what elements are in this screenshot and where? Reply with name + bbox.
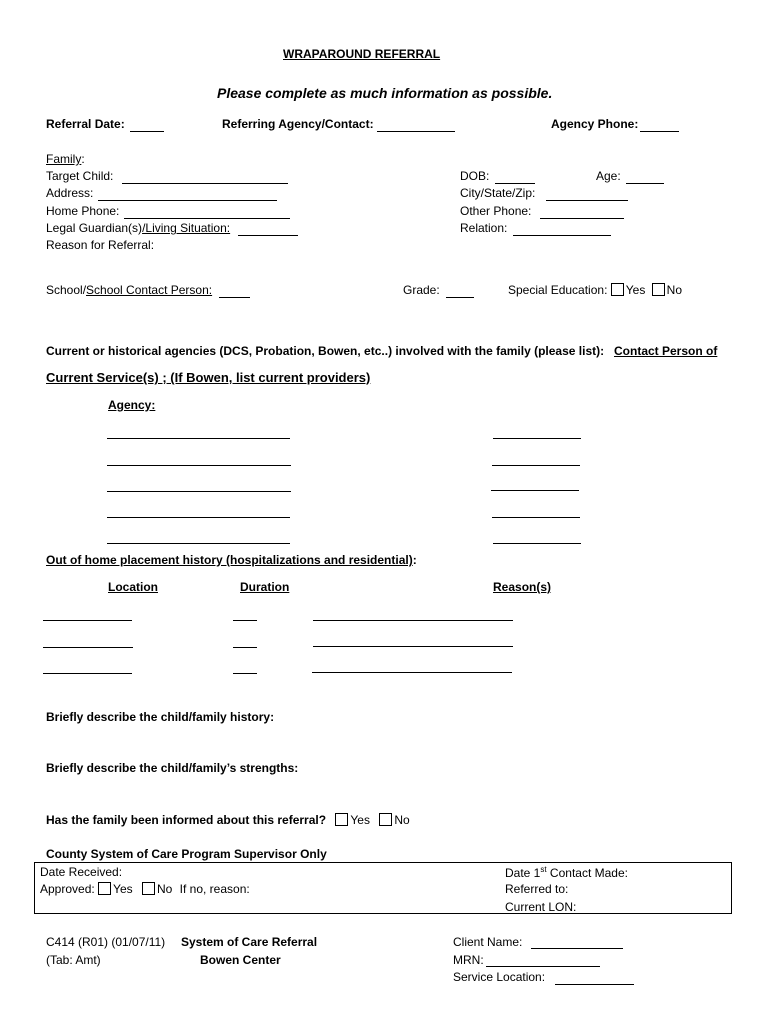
duration-column-label: Duration — [240, 580, 290, 594]
referred-to-label: Referred to: — [505, 882, 569, 896]
informed-no-label: No — [394, 813, 410, 827]
location-line-1[interactable] — [43, 620, 132, 621]
first-contact-label: Date 1st Contact Made: — [505, 865, 628, 880]
age-field[interactable] — [626, 183, 664, 184]
service-location-field[interactable] — [555, 984, 634, 985]
agency-phone-field[interactable] — [640, 131, 679, 132]
special-ed-group — [508, 283, 682, 297]
reasons-column-label: Reason(s) — [493, 580, 552, 594]
home-phone-label: Home Phone: — [46, 204, 120, 218]
dob-field[interactable] — [495, 183, 535, 184]
mrn-label: MRN: — [453, 953, 484, 967]
form-title: WRAPAROUND REFERRAL — [283, 47, 441, 61]
school-contact-label: School/School Contact Person: — [46, 283, 213, 297]
approved-label: Approved: — [40, 882, 95, 896]
legal-guardian-label: Legal Guardian(s)/Living Situation: — [46, 221, 231, 235]
agency-column-label: Agency: — [108, 398, 156, 412]
duration-line-3[interactable] — [233, 673, 257, 674]
client-name-field[interactable] — [531, 948, 623, 949]
agency-line-1[interactable] — [107, 438, 290, 439]
agency-line-4[interactable] — [107, 517, 290, 518]
informed-group — [46, 813, 410, 827]
relation-field[interactable] — [513, 235, 611, 236]
other-phone-field[interactable] — [540, 218, 624, 219]
special-ed-yes-checkbox[interactable] — [611, 283, 624, 296]
reasons-line-1[interactable] — [313, 620, 513, 621]
strengths-prompt: Briefly describe the child/family’s strengths: — [46, 761, 299, 775]
date-received-label: Date Received: — [40, 865, 123, 879]
approved-group — [40, 882, 250, 896]
informed-yes-checkbox[interactable] — [335, 813, 348, 826]
target-child-field[interactable] — [122, 183, 288, 184]
location-column-label: Location — [108, 580, 158, 594]
contact-line-3[interactable] — [491, 490, 579, 491]
agency-line-2[interactable] — [107, 465, 291, 466]
org-name: Bowen Center — [200, 953, 281, 967]
reason-label: Reason for Referral: — [46, 238, 155, 252]
mrn-field[interactable] — [486, 966, 600, 967]
location-line-3[interactable] — [43, 673, 132, 674]
contact-line-2[interactable] — [492, 465, 580, 466]
referring-agency-label: Referring Agency/Contact: — [222, 117, 374, 131]
referral-date-label: Referral Date: — [46, 117, 125, 131]
city-state-zip-field[interactable] — [546, 200, 628, 201]
age-label: Age: — [596, 169, 621, 183]
city-state-zip-label: City/State/Zip: — [460, 186, 536, 200]
special-ed-yes-label: Yes — [625, 283, 646, 297]
approved-no-checkbox[interactable] — [142, 882, 155, 895]
contact-line-1[interactable] — [493, 438, 581, 439]
client-name-label: Client Name: — [453, 935, 523, 949]
agency-line-5[interactable] — [107, 543, 290, 544]
contact-line-5[interactable] — [493, 543, 581, 544]
informed-no-checkbox[interactable] — [379, 813, 392, 826]
relation-label: Relation: — [460, 221, 508, 235]
home-phone-field[interactable] — [124, 218, 290, 219]
family-heading: Family: — [46, 152, 85, 166]
location-line-2[interactable] — [43, 647, 133, 648]
reasons-line-2[interactable] — [313, 646, 513, 647]
referring-agency-field[interactable] — [377, 131, 455, 132]
contact-line-4[interactable] — [492, 517, 580, 518]
current-lon-label: Current LON: — [505, 900, 577, 914]
agency-line-3[interactable] — [107, 491, 291, 492]
approved-no-label: No — [156, 882, 173, 896]
dob-label: DOB: — [460, 169, 490, 183]
address-field[interactable] — [98, 200, 277, 201]
target-child-label: Target Child: — [46, 169, 114, 183]
informed-yes-label: Yes — [350, 813, 370, 827]
duration-line-2[interactable] — [233, 647, 257, 648]
supervisor-heading: County System of Care Program Supervisor Only — [46, 847, 327, 861]
agency-phone-label: Agency Phone: — [551, 117, 639, 131]
informed-question: Has the family been informed about this referral? — [46, 813, 327, 827]
form-code: C414 (R01) (01/07/11) — [46, 935, 166, 949]
if-no-reason-label: If no, reason: — [179, 882, 250, 896]
address-label: Address: — [46, 186, 94, 200]
contact-person-heading: Contact Person of — [614, 344, 718, 358]
current-services-heading: Current Service(s) ; (If Bowen, list current providers) — [46, 370, 371, 385]
tab-code: (Tab: Amt) — [46, 953, 101, 967]
approved-yes-checkbox[interactable] — [98, 882, 111, 895]
reasons-line-3[interactable] — [312, 672, 512, 673]
placement-heading: Out of home placement history (hospitalizations and residential): — [46, 553, 417, 567]
referral-date-field[interactable] — [130, 131, 164, 132]
form-subtitle: Please complete as much information as possible. — [217, 85, 553, 101]
special-ed-label: Special Education: — [508, 283, 608, 297]
school-contact-field[interactable] — [219, 297, 250, 298]
other-phone-label: Other Phone: — [460, 204, 532, 218]
grade-label: Grade: — [403, 283, 440, 297]
legal-guardian-field[interactable] — [238, 235, 298, 236]
history-prompt: Briefly describe the child/family history: — [46, 710, 275, 724]
agencies-question: Current or historical agencies (DCS, Probation, Bowen, etc..) involved with the family (please list): — [46, 344, 605, 358]
service-location-label: Service Location: — [453, 970, 546, 984]
approved-yes-label: Yes — [113, 882, 133, 896]
form-name: System of Care Referral — [181, 935, 318, 949]
special-ed-no-checkbox[interactable] — [652, 283, 665, 296]
grade-field[interactable] — [446, 297, 474, 298]
special-ed-no-label: No — [666, 283, 683, 297]
duration-line-1[interactable] — [233, 620, 257, 621]
